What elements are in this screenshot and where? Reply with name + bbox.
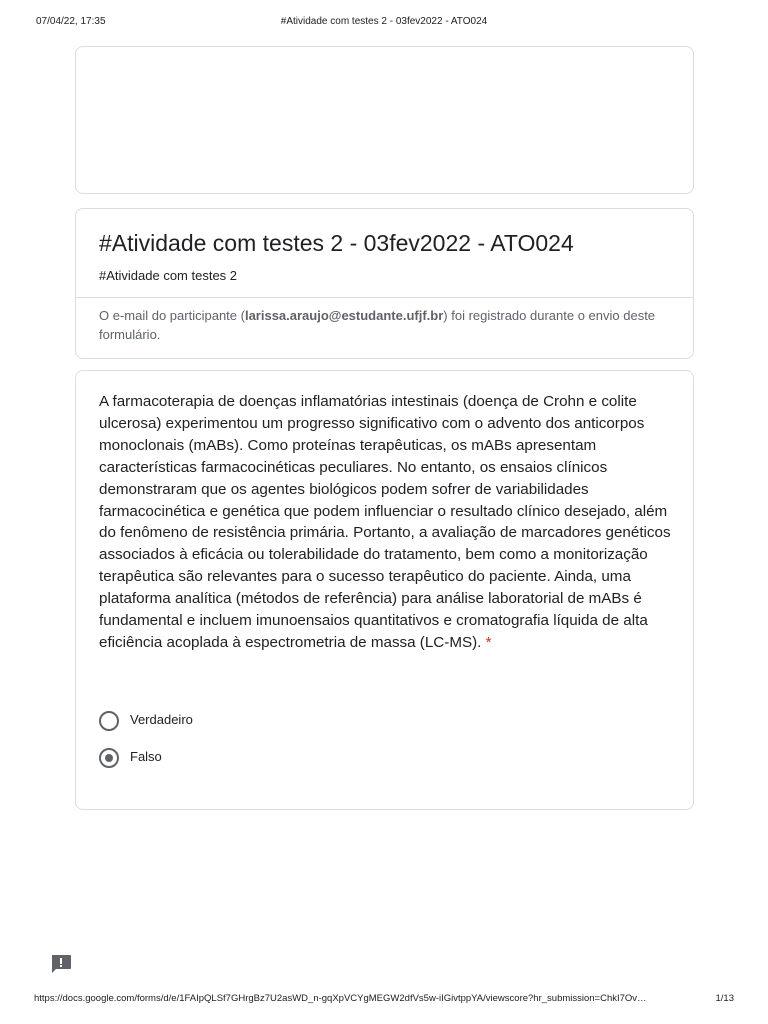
print-footer [0, 993, 768, 1007]
radio-unchecked-icon[interactable] [99, 711, 119, 731]
respondent-email-note [99, 307, 669, 344]
feedback-icon[interactable] [50, 954, 72, 974]
option-label: Verdadeiro [130, 712, 193, 727]
respondent-email: larissa.araujo@estudante.ufjf.br [244, 308, 444, 323]
form-description: #Atividade com testes 2 [99, 268, 238, 283]
print-header [0, 16, 768, 30]
print-page-title: #Atividade com testes 2 - 03fev2022 - ATO024 [280, 16, 488, 27]
question-card [75, 370, 694, 810]
radio-dot [105, 754, 113, 762]
print-url: https://docs.google.com/forms/d/e/1FAIpQLSf7GHrgBz7U2asWD_n-gqXpVCYgMEGW2dfVs5w-iIGivtppYA/viewscore?hr_submission=ChkI7Ov… [34, 993, 647, 1004]
divider [76, 297, 693, 298]
print-datetime: 07/04/22, 17:35 [36, 16, 106, 27]
email-note-prefix: O e-mail do participante ( [99, 308, 245, 323]
form-title: #Atividade com testes 2 - 03fev2022 - ATO024 [99, 230, 574, 256]
question-body: A farmacoterapia de doenças inflamatórias intestinais (doença de Crohn e colite ulcerosa) experimentou um progresso significativo com o advento dos anticorpos monoclonais (mABs). Como proteínas terapêuticas, os mABs apresentam características farmacocinéticas peculiares. No entanto, os ensaios clínicos demonstraram que os agentes biológicos podem sofrer de variabilidades farmacocinética e genética que podem influenciar o resultado clínico desejado, além do fenômeno de resistência primária. Portanto, a avaliação de marcadores genéticos associados à eficácia ou tolerabilidade do tratamento, bem como a monitorização terapêutica são relevantes para o sucesso terapêutico do paciente. Ainda, uma plataforma analítica (métodos de referência) para análise laboratorial de mABs é fundamental e incluem imunoensaios quantitativos e cromatografia líquida de alta eficiência acoplada à espectrometria de massa (LC-MS). [99, 393, 671, 651]
radio-checked-icon[interactable] [99, 748, 119, 768]
email-note-suffix: ) foi registrado durante o envio deste formulário. [99, 308, 656, 342]
question-text [99, 391, 674, 654]
form-header-banner [75, 46, 694, 194]
print-page-number: 1/13 [715, 993, 734, 1004]
form-title-card [75, 208, 694, 359]
option-label: Falso [130, 749, 162, 764]
required-asterisk: * [485, 633, 492, 651]
